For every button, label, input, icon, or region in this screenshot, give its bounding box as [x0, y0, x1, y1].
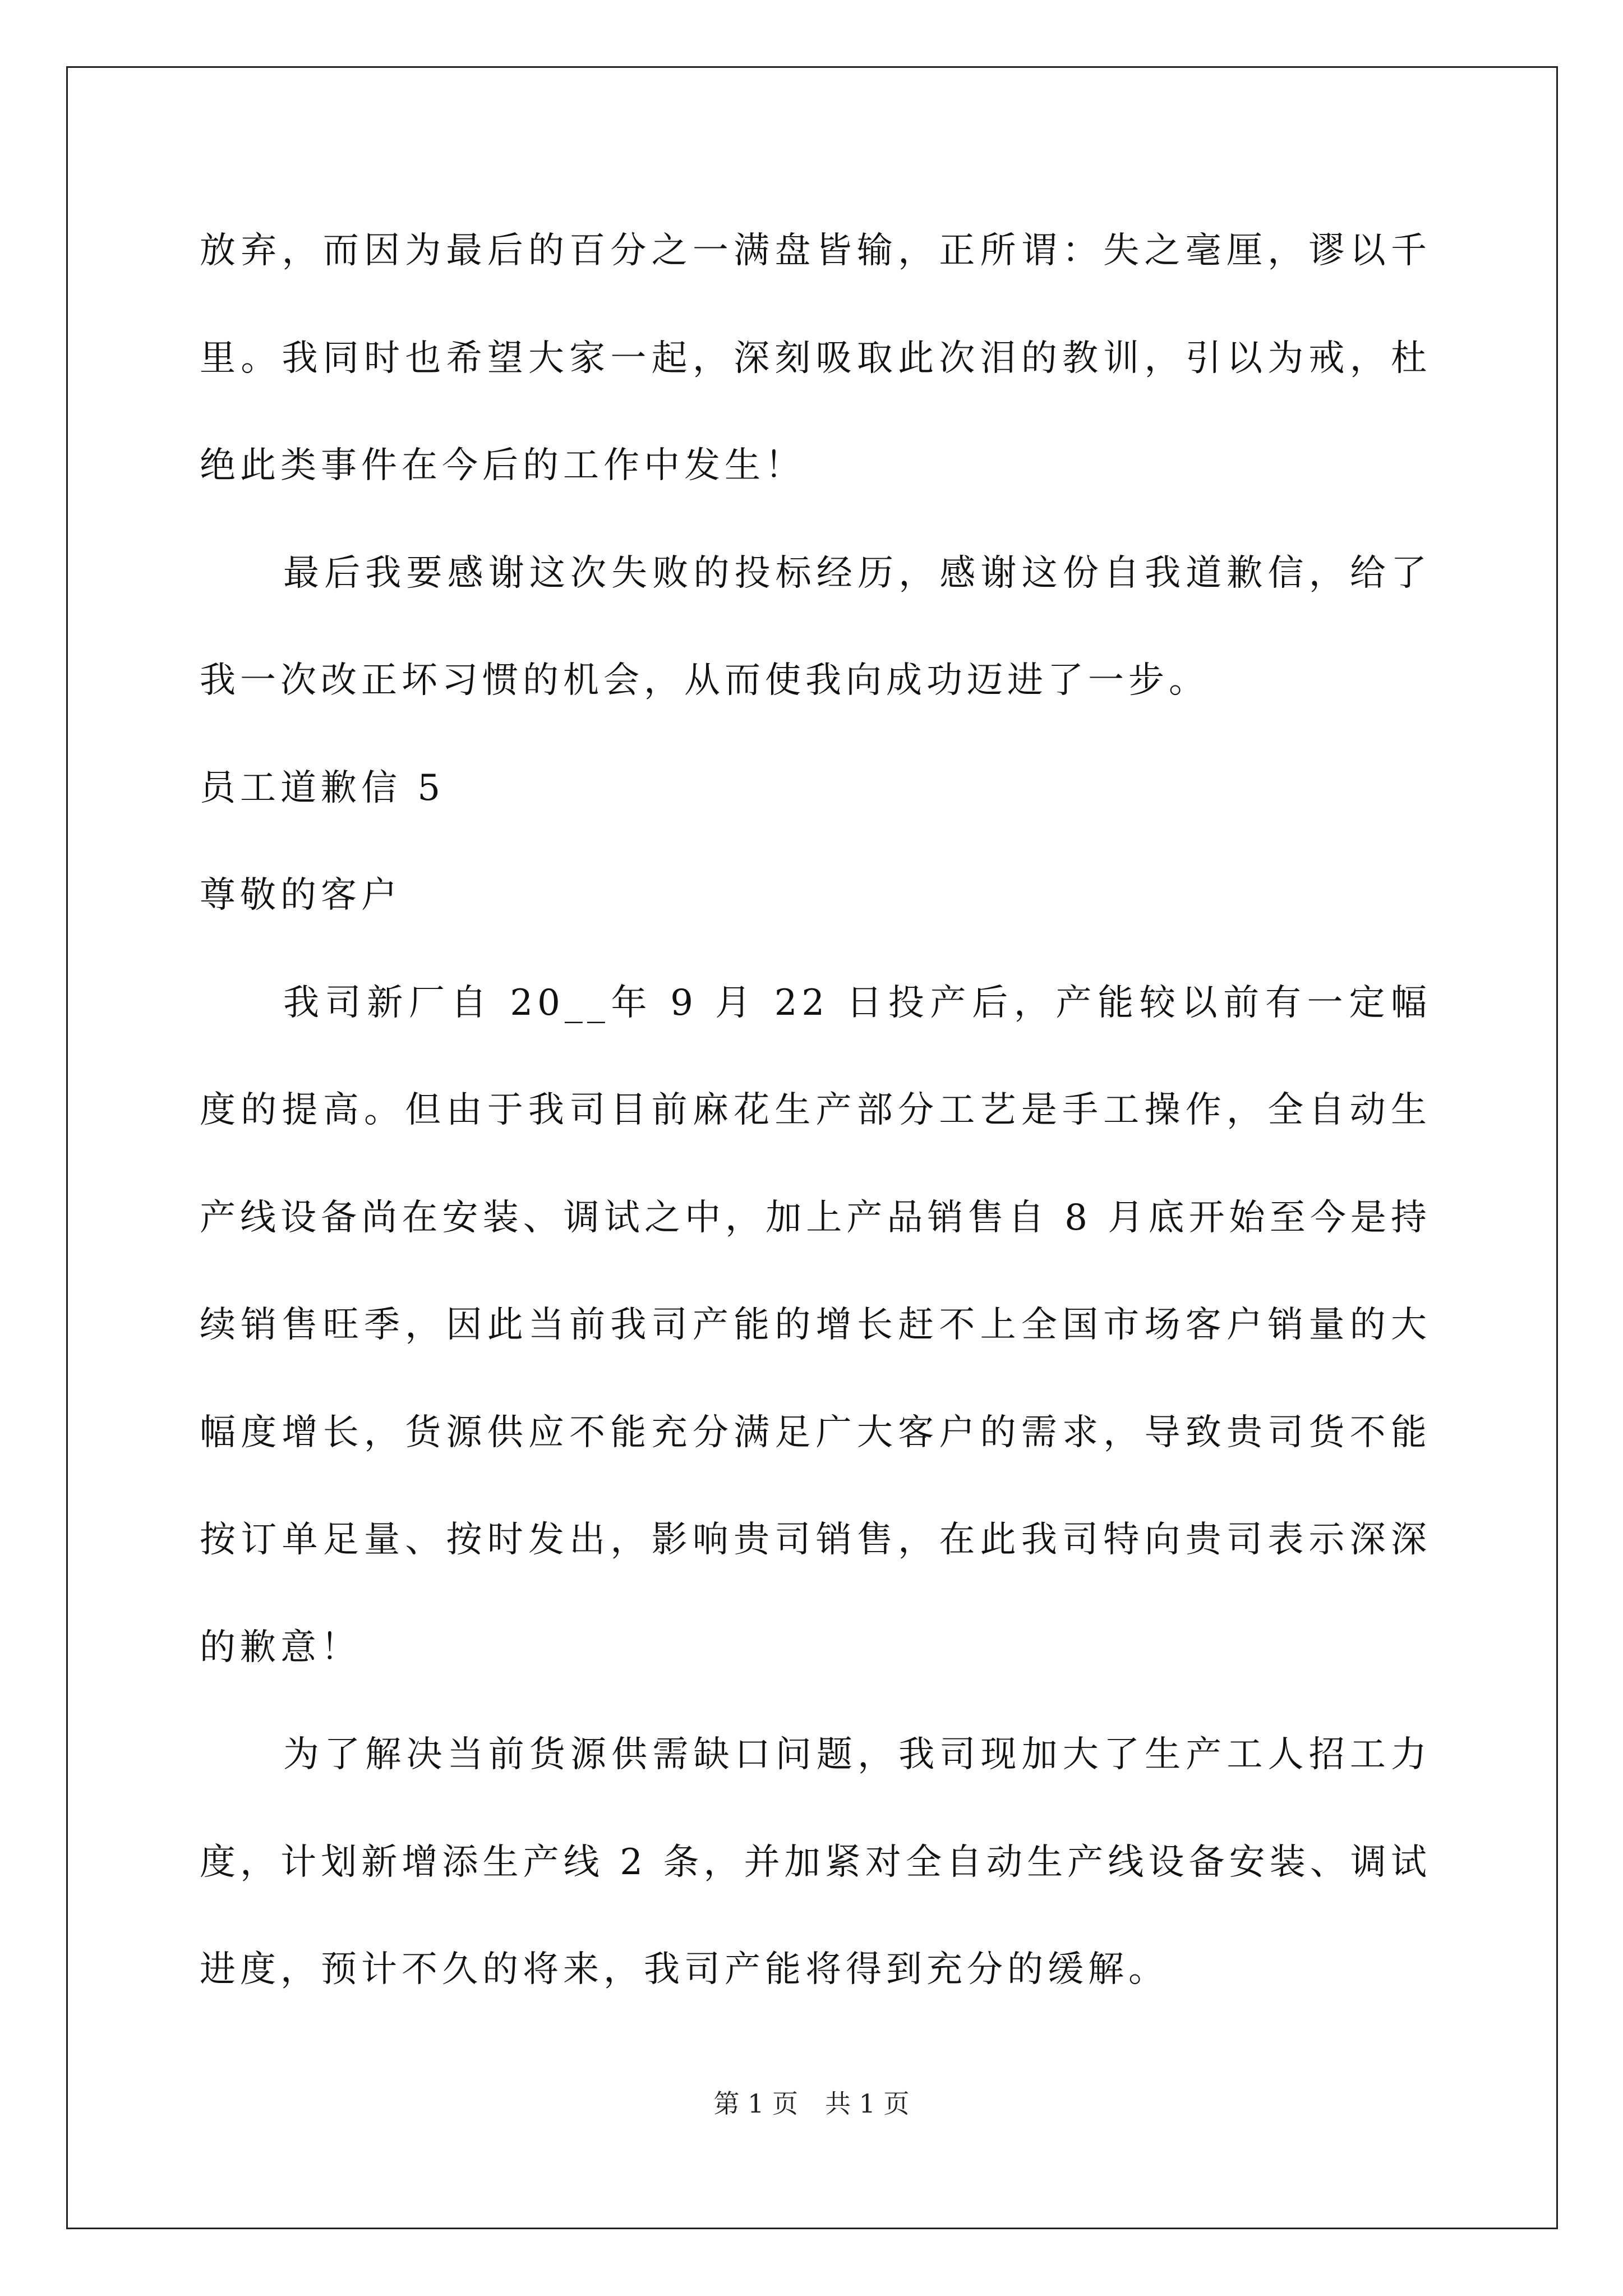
section-title: 员工道歉信 5 — [200, 767, 445, 809]
page-number: 第 1 页 — [713, 2088, 798, 2119]
paragraph-solution: 为了解决当前货源供需缺口问题，我司现加大了生产工人招工力度，计划新增添生产线 2 条，并加紧对全自动生产线设备安装、调试进度，预计不久的将来，我司产能将得到充分的缓解。 — [200, 1734, 1431, 1990]
page-total: 共 1 页 — [825, 2088, 910, 2119]
document-body — [200, 197, 1431, 2024]
paragraph-thanks: 最后我要感谢这次失败的投标经历，感谢这份自我道歉信，给了我一次改正坏习惯的机会，从而使我向成功迈进了一步。 — [200, 552, 1431, 701]
paragraph-continuation: 放弃，而因为最后的百分之一满盘皆输，正所谓：失之毫厘，谬以千里。我同时也希望大家一起，深刻吸取此次泪的教训，引以为戒，杜绝此类事件在今后的工作中发生！ — [200, 230, 1431, 486]
page-footer — [0, 2087, 1623, 2120]
paragraph-apology: 我司新厂自 20__年 9 月 22 日投产后，产能较以前有一定幅度的提高。但由于我司目前麻花生产部分工艺是手工操作，全自动生产线设备尚在安装、调试之中，加上产品销售自 8 月底开始至今是持续销售旺季，因此当前我司产能的增长赶不上全国市场客户销量的大幅度增长，货源供应不能充分满足广大客户的需求，导致贵司货不能按订单足量、按时发出，影响贵司销售，在此我司特向贵司表示深深的歉意！ — [200, 982, 1431, 1668]
salutation: 尊敬的客户 — [200, 875, 402, 916]
